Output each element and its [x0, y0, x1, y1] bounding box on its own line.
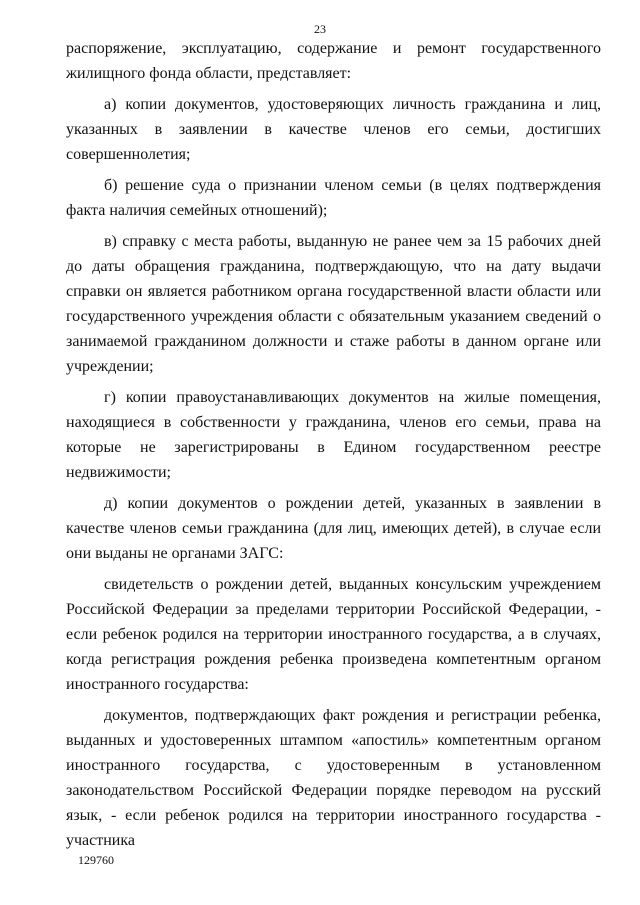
- paragraph-sub-certificates: свидетельств о рождении детей, выданных консульским учреждением Российской Федерации за пределами территории Российской Федерации, - если ребенок родился на территории иностранного государства, а в случаях, когда регистрация рождения ребенка произведена компетентным органом иностранного государства:: [66, 576, 601, 693]
- paragraph-item-v: в) справку с места работы, выданную не ранее чем за 15 рабочих дней до даты обращения гражданина, подтверждающую, что на дату выдачи справки он является работником органа государственной власти области или государственного учреждения области с обязательным указанием сведений о занимаемой гражданином должности и стаже работы в данном органе или учреждении;: [66, 233, 601, 375]
- paragraph-sub-documents: документов, подтверждающих факт рождения и регистрации ребенка, выданных и удостоверенных штампом «апостиль» компетентным органом иностранного государства, с удостоверенным в установленном законодательством Российской Федерации порядке переводом на русский язык, - если ребенок родился на территории иностранного государства - участника: [66, 707, 601, 849]
- document-body: [66, 36, 601, 859]
- document-code: 129760: [78, 853, 114, 867]
- paragraph-item-b: б) решение суда о признании членом семьи (в целях подтверждения факта наличия семейных отношений);: [66, 177, 601, 219]
- paragraph-item-g: г) копии правоустанавливающих документов на жилые помещения, находящиеся в собственности у гражданина, членов его семьи, права на которые не зарегистрированы в Едином государственном реестре недвижимости;: [66, 389, 601, 481]
- page-number: 23: [314, 22, 326, 36]
- paragraph-item-a: а) копии документов, удостоверяющих личность гражданина и лиц, указанных в заявлении в качестве членов его семьи, достигших совершеннолетия;: [66, 96, 601, 163]
- paragraph-intro: распоряжение, эксплуатацию, содержание и ремонт государственного жилищного фонда области, представляет:: [66, 40, 601, 82]
- paragraph-item-d: д) копии документов о рождении детей, указанных в заявлении в качестве членов семьи гражданина (для лиц, имеющих детей), в случае если они выданы не органами ЗАГС:: [66, 495, 601, 562]
